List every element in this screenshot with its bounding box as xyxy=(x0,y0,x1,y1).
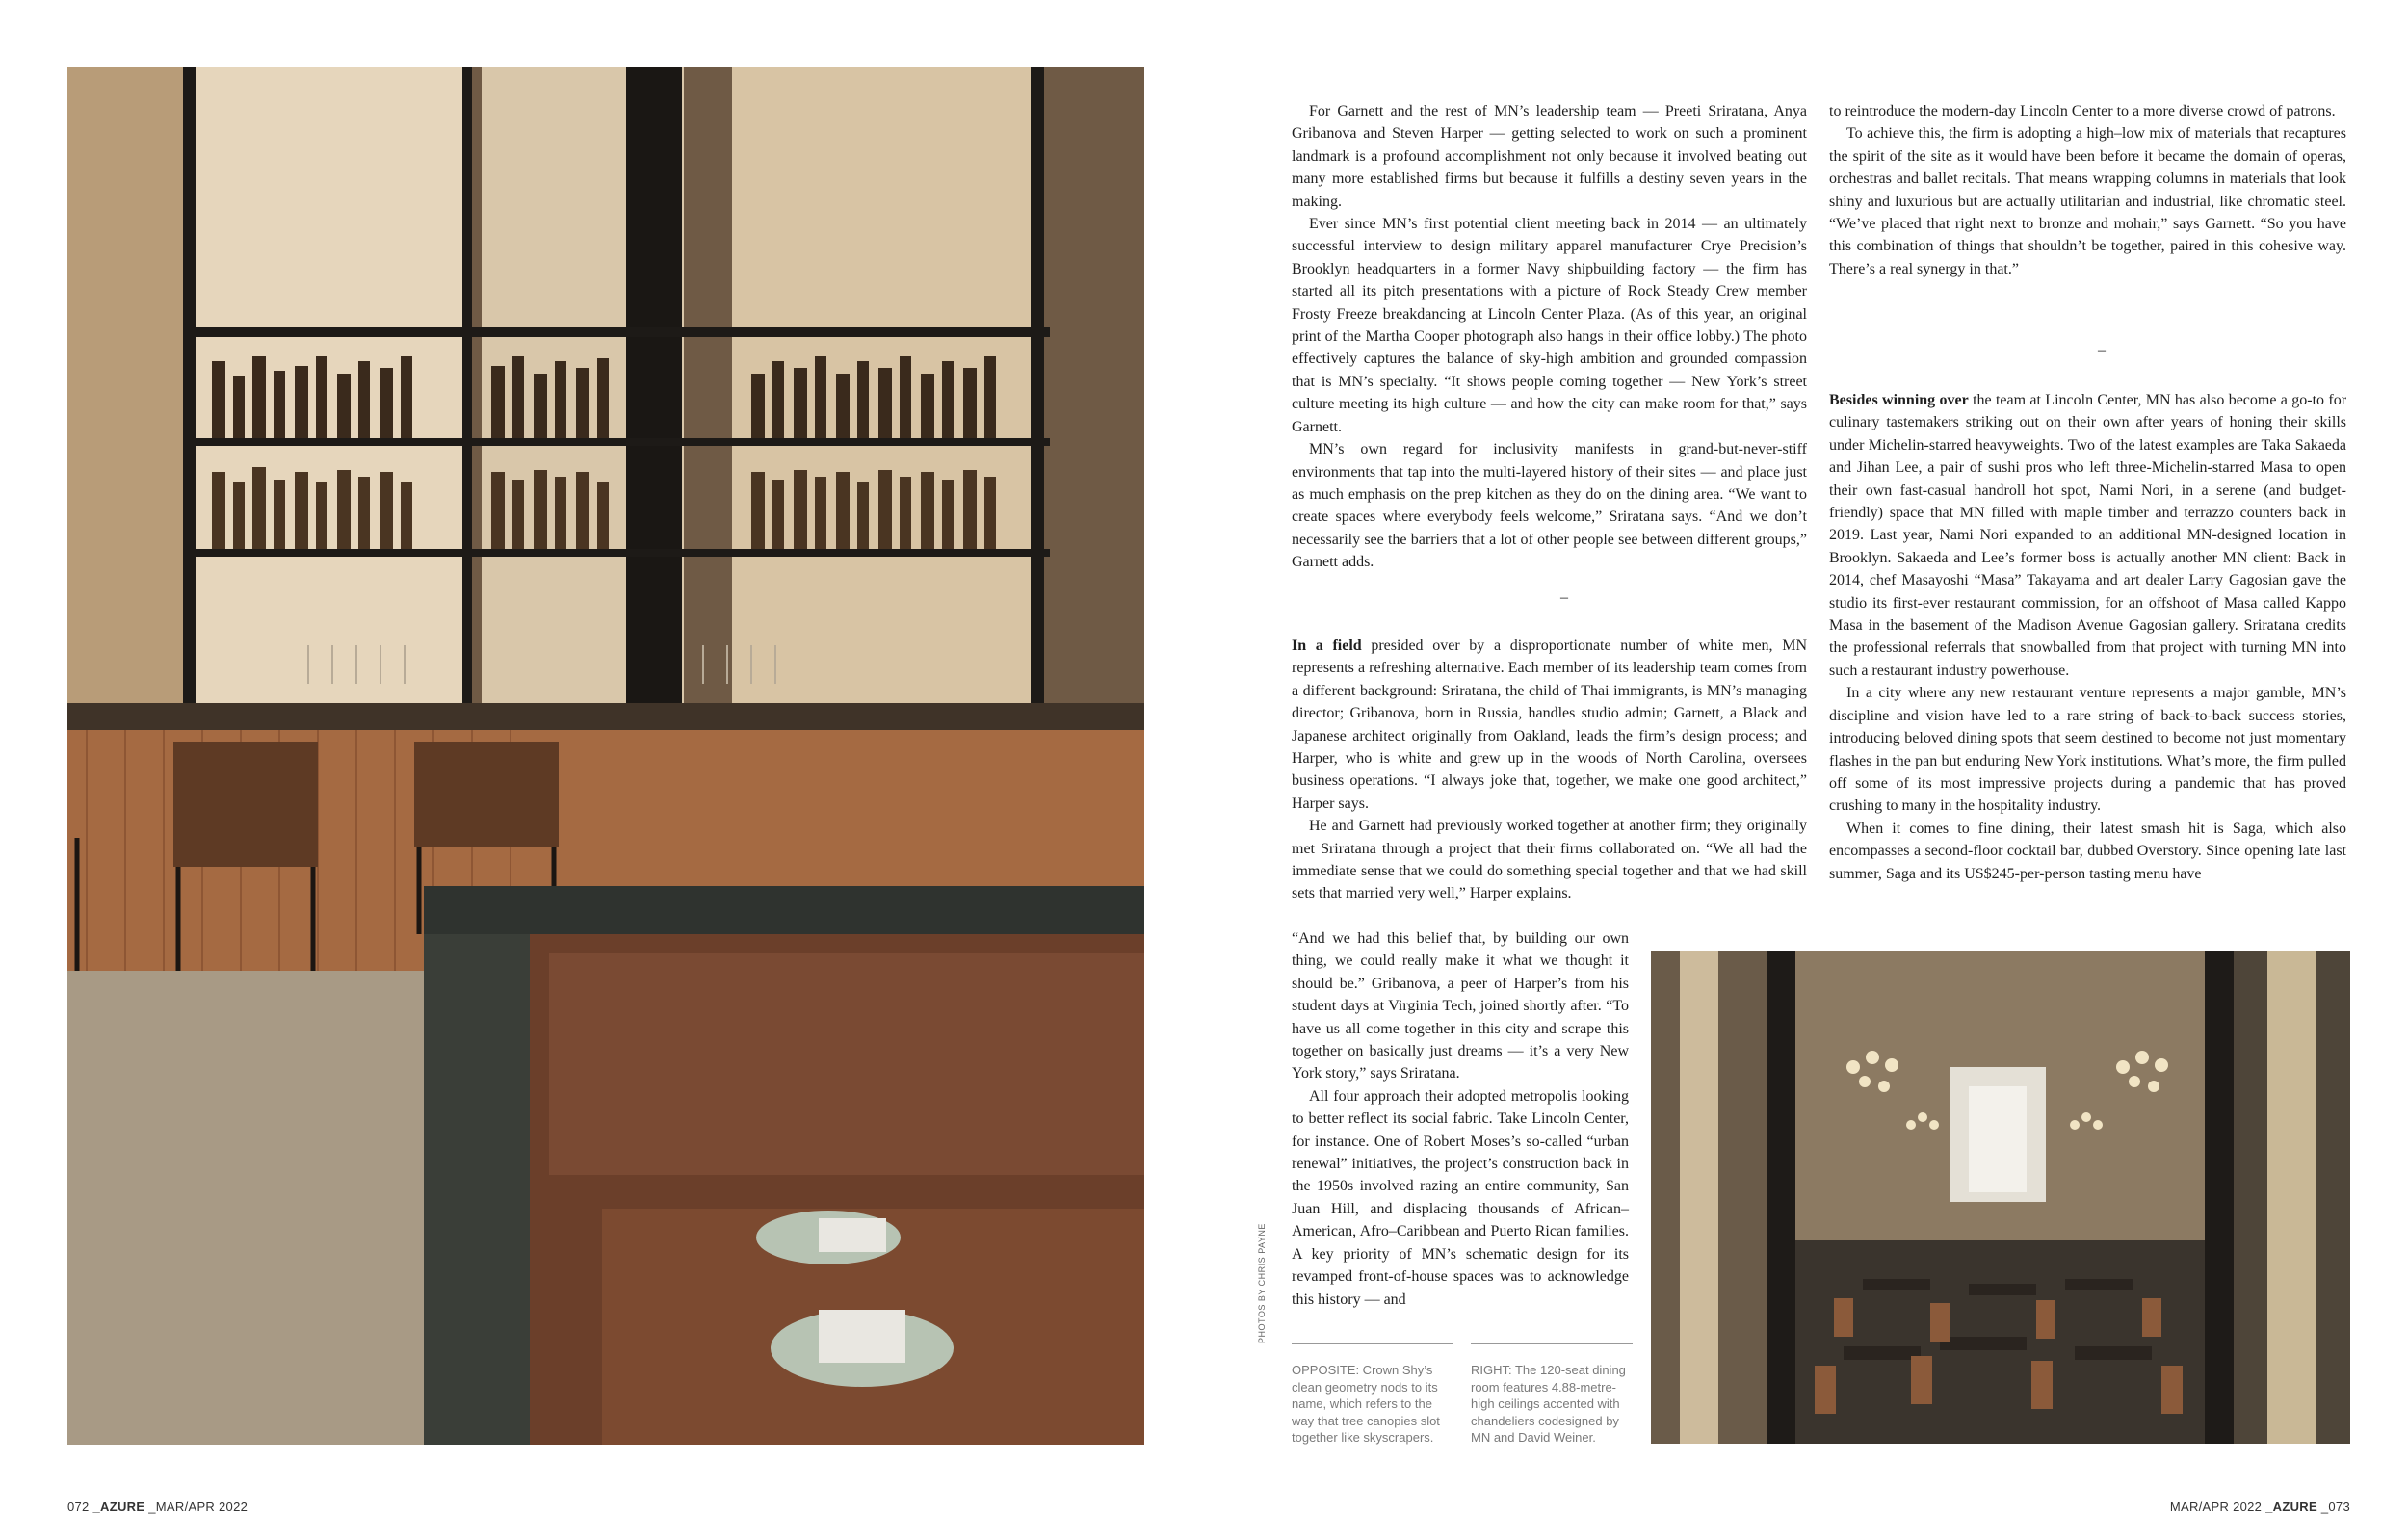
paragraph-text: presided over by a disproportionate number of white men, MN represents a refreshing alternative. Each member of its leadership team comes from a different background: Sriratana, the child of Thai immigrants, is MN’s managing director; Gribanova, born in Russia, handles studio admin; Garnett, a Black and Japanese architect originally from Oakland, leads the firm’s design process; and Harper, who is white and grew up in the woods of North Carolina, oversees business operations. “I always joke that, together, we make one good architect,” Harper says. xyxy=(1292,638,1807,812)
photo-credit: PHOTOS BY CHRIS PAYNE xyxy=(1257,1223,1267,1343)
issue-date: MAR/APR 2022 xyxy=(2169,1499,2263,1514)
magazine-brand: _AZURE xyxy=(92,1499,145,1514)
article-column-b xyxy=(1829,100,2346,280)
caption-right: RIGHT: The 120-seat dining room features 4.88-metre-high ceilings accented with chandeliers codesigned by MN and David Weiner. xyxy=(1471,1343,1633,1447)
article-column-a-section2 xyxy=(1292,635,1807,905)
paragraph: MN’s own regard for inclusivity manifests in grand-but-never-stiff environments that tap into the multi-layered history of their sites — and place just as much emphasis on the prep kitchen as they do on the dining area. “We want to create spaces where everybody feels welcome,” Sriratana says. “And we don’t necessarily see the barriers that a lot of other people see between different groups,” Garnett adds. xyxy=(1292,441,1807,571)
page-number: _073 xyxy=(2320,1499,2350,1514)
article-column-a-narrow xyxy=(1292,927,1629,1311)
paragraph xyxy=(1292,635,1807,815)
paragraph: “And we had this belief that, by building our own thing, we could really make it what we thought it should be.” Gribanova, a peer of Harper’s from his student days at Virginia Tech, joined shortly after. “To have us all come together in this city and scrape this together on basically just dreams — it’s a very New York story,” says Sriratana. xyxy=(1292,930,1629,1082)
folio-right xyxy=(2170,1499,2350,1514)
article-column-a xyxy=(1292,100,1807,574)
paragraph: For Garnett and the rest of MN’s leadership team — Preeti Sriratana, Anya Gribanova and Steven Harper — getting selected to work on such a prominent landmark is a profound accomplishment not only because it involved beating out many more established firms but because it fulfills a destiny seven years in the making. xyxy=(1292,103,1807,210)
paragraph: Ever since MN’s first potential client meeting back in 2014 — an ultimately successful interview to design military apparel manufacturer Crye Precision’s Brooklyn headquarters in a former Navy shipbuilding factory — the firm has started all its pitch presentations with a picture of Rock Steady Crew member Frosty Freeze breakdancing at Lincoln Center Plaza. (As of this year, an original print of the Martha Cooper photograph also hangs in their office lobby.) The photo effectively captures the balance of sky-high ambition and grounded compassion that is MN’s specialty. “It shows people coming together — New York’s street culture meeting its high culture — and how the city can make room for that,” says Garnett. xyxy=(1292,216,1807,435)
caption-opposite: OPPOSITE: Crown Shy’s clean geometry nods to its name, which refers to the way that tree canopies slot together like skyscrapers. xyxy=(1292,1343,1453,1447)
paragraph xyxy=(1829,389,2346,682)
section-divider: – xyxy=(2098,342,2106,358)
paragraph: All four approach their adopted metropolis looking to better reflect its social fabric. Take Lincoln Center, for instance. One of Robert Moses’s so-called “urban renewal” initiatives, the project’s construction back in the 1950s involved razing an entire community, San Juan Hill, and displacing thousands of African–American, Afro–Caribbean and Puerto Rican families. A key priority of MN’s schematic design for its revamped front-of-house spaces was to acknowledge this history — and xyxy=(1292,1087,1629,1308)
magazine-brand: _AZURE xyxy=(2265,1499,2317,1514)
article-column-b-section3 xyxy=(1829,389,2346,885)
section-lead-in: In a field xyxy=(1292,638,1362,654)
paragraph: to reintroduce the modern-day Lincoln Center to a more diverse crowd of patrons. xyxy=(1829,103,2336,119)
bar-interior-photo xyxy=(67,67,1144,1445)
section-lead-in: Besides winning over xyxy=(1829,392,1969,408)
section-divider: – xyxy=(1560,589,1568,606)
paragraph-text: the team at Lincoln Center, MN has also become a go-to for culinary tastemakers striking out on their own after years of honing their skills under Michelin-starred heavyweights. Two of the latest examples are Taka Sakaeda and Jihan Lee, a pair of sushi pros who left three-Michelin-starred Masa to open their own fast-casual handroll hot spot, Nami Nori, in a serene (and budget-friendly) space that MN filled with maple timber and terrazzo counters back in 2019. Last year, Nami Nori expanded to an additional MN-designed location in Brooklyn. Sakaeda and Lee’s former boss is actually another MN client: Back in 2014, chef Masayoshi “Masa” Takayama and art dealer Larry Gagosian gave the studio its first-ever restaurant commission, for an offshoot of Masa called Kappo Masa in the basement of the Madison Avenue Gagosian gallery. Sriratana credits the professional referrals that snowballed from that project with turning MN into such a restaurant industry powerhouse. xyxy=(1829,392,2347,679)
page-number: 072 xyxy=(67,1499,90,1514)
paragraph: To achieve this, the firm is adopting a high–low mix of materials that recaptures the spirit of the site as it would have been before it became the domain of operas, orchestras and ballet recitals. That means wrapping columns in materials that look shiny and luxurious but are actually utilitarian and industrial, like chromatic steel. “We’ve placed that right next to bronze and mohair,” says Garnett. “So you have this combination of things that shouldn’t be together, paired in this cohesive way. There’s a real synergy in that.” xyxy=(1829,125,2346,277)
paragraph: In a city where any new restaurant venture represents a major gamble, MN’s discipline and vision have led to a rare string of back-to-back success stories, introducing beloved dining spots that seem destined to become not just momentary flashes in the pan but enduring New York institutions. What’s more, the firm pulled off some of its most impressive projects during a pandemic that has proved crushing to many in the hospitality industry. xyxy=(1829,685,2346,815)
folio-left xyxy=(67,1499,248,1514)
paragraph: When it comes to fine dining, their latest smash hit is Saga, which also encompasses a second-floor cocktail bar, dubbed Overstory. Since opening late last summer, Saga and its US$245-per-person tasting menu have xyxy=(1829,820,2346,882)
issue-date: _MAR/APR 2022 xyxy=(148,1499,249,1514)
dining-room-photo xyxy=(1651,951,2350,1444)
paragraph: He and Garnett had previously worked together at another firm; they originally met Sriratana through a project that their firms collaborated on. “We all had the immediate sense that we could do something special together and that we had skill sets that married very well,” Harper explains. xyxy=(1292,818,1807,902)
